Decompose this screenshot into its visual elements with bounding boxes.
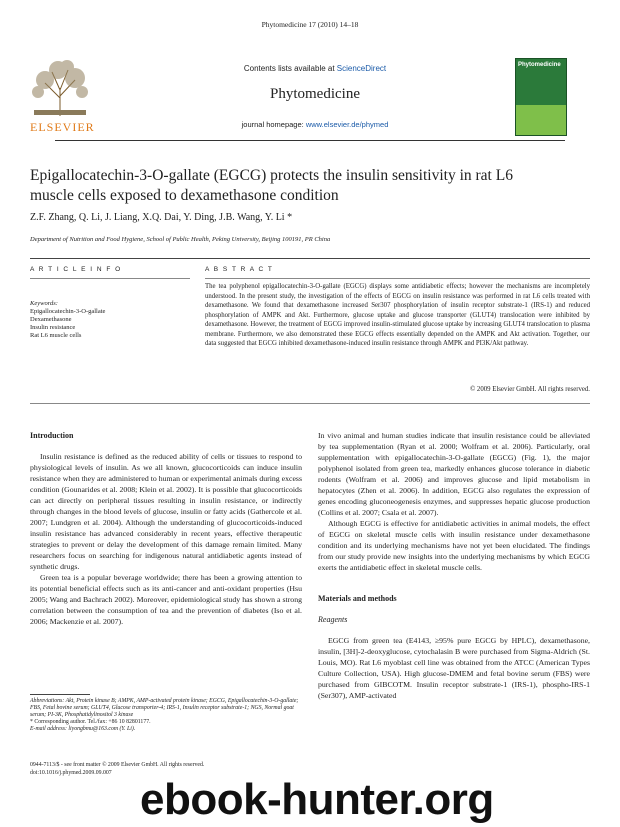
watermark: ebook-hunter.org: [140, 775, 494, 824]
journal-name: Phytomedicine: [270, 86, 360, 102]
footnote-rule: [30, 694, 90, 695]
subheading-reagents: Reagents: [318, 615, 348, 624]
homepage-prefix: journal homepage:: [241, 120, 306, 129]
keyword: Rat L6 muscle cells: [30, 332, 82, 339]
keyword: Dexamethasone: [30, 316, 72, 323]
article-title: [30, 166, 590, 206]
paragraph: In vivo animal and human studies indicate that insulin resistance could be alleviated by tea supplementation (Ryan et al. 2000; Wolfram et al. 2006). Particularly, oral supplementation with epigallocatechin-3-O-gallate (EGCG) (Fig. 1), the major polyphenol isolated from green tea, markedly enhances glucose tolerance in diabetic rodents (Wolfram et al. 2006) and improves glucose and lipid metabolism in hepatocytes (Zhen et al. 2006). In addition, EGCG also regulates the expression of genes encoding gluconeogenesis enzymes, and suppresses hepatic glucose production (Collins et al. 2007; Csala et al. 2007).: [318, 431, 590, 517]
cover-image-band: [516, 105, 566, 135]
article-info-label: A R T I C L E I N F O: [30, 266, 122, 273]
sciencedirect-link[interactable]: ScienceDirect: [336, 64, 387, 73]
title-line-1: Epigallocatechin-3-O-gallate (EGCG) protects the insulin sensitivity in rat L6: [30, 167, 513, 184]
divider-top: [30, 258, 590, 259]
paragraph: Insulin resistance is defined as the reduced ability of cells or tissues to respond to physiological levels of insulin. As we all known, glucocorticoids can induce insulin resistance when they are administered to human or experimental animals during excess condition (Gounarides et al. 2008; Klein et al. 2002). It is possible that glucocorticoids can act directly on peripheral tissues resulting in insulin resistance, or indirectly through changes in the blood levels of glucose, insulin or fatty acids (Gathercole et al. 2007; Lundgren et al. 2004). Although the understanding of glucocorticoids-induced insulin resistance has advanced considerably in recent years, effective therapeutic strategies to prevent or delay the development of this damage remain limited. Many researchers focus on searching for indigenous natural antidiabetic agents instead of synthetic drugs.: [30, 452, 302, 571]
section-heading-methods: Materials and methods: [318, 594, 397, 603]
contents-line: [120, 64, 510, 73]
footnote-abbreviations: Abbreviations: Akt, Protein kinase B; AMPK, AMP-activated protein kinase; EGCG, Epigallocatechin-3-O-gallate; FBS, Fetal bovine serum; GLUT4, Glucose transporter-4; IRS-1, Insulin receptor substrate-1; NGS, Normal goat serum; PI-3K, Phosphatidylinositol 3 kinase: [30, 698, 299, 718]
article-info-rule: [30, 278, 190, 279]
issn-line: 0944-7113/$ - see front matter © 2009 Elsevier GmbH. All rights reserved.: [30, 762, 205, 768]
doi-line: doi:10.1016/j.phymed.2009.09.007: [30, 769, 112, 776]
paragraph: Green tea is a popular beverage worldwide; there has been a growing attention to its potential beneficial effects such as its anti-cancer and anti-oxidant properties (Hsu 2005; Wang and Bachrach 2002). Moreover, epidemiological study has shown a strong correlation between the consumption of tea and the prevention of diabetes (Iso et al. 2006; Mackenzie et al. 2007).: [30, 573, 302, 626]
cover-title: Phytomedicine: [518, 62, 561, 68]
left-column: [30, 430, 302, 627]
abstract-label: A B S T R A C T: [205, 266, 274, 273]
affiliation: Department of Nutrition and Food Hygiene, School of Public Health, Peking University, Beijing 100191, PR China: [30, 236, 331, 243]
divider-abstract-bottom: [30, 403, 590, 404]
paragraph: Although EGCG is effective for antidiabetic activities in animal models, the effect of EGCG on skeletal muscle cells with insulin resistance under dexamethasone condition and its underlying mechanisms have not yet been elucidated. The findings from our study provide new insights into the underlying mechanisms by which EGCG exerts the antidiabetic effect in skeletal muscle cells.: [318, 519, 590, 572]
journal-cover-thumbnail: [515, 58, 567, 136]
keywords-list: [30, 308, 105, 340]
section-heading-introduction: Introduction: [30, 431, 74, 440]
contents-prefix: Contents lists available at: [243, 64, 337, 73]
abstract-rule: [205, 278, 590, 279]
keyword: Epigallocatechin-3-O-gallate: [30, 308, 106, 315]
footnote-corresponding: * Corresponding author. Tel./fax: +86 10 82801177.: [30, 719, 151, 725]
paragraph: EGCG from green tea (E4143, ≥95% pure EGCG by HPLC), dexamethasone, insulin, [3H]-2-deoxyglucose, cytochalasin B were purchased from Sigma-Aldrich (St. Louis, MO). Rat L6 myoblast cell line was obtained from the ATCC (American Types Culture Collection, USA). High glucose-DMEM and fetal bovine serum (FBS) were purchased from GIBCOTM. Insulin receptor substrate-1 (IRS-1), phospho-IRS-1 (Ser307), AMP-activated: [318, 636, 590, 700]
elsevier-wordmark: ELSEVIER: [30, 120, 95, 134]
abstract-copyright: © 2009 Elsevier GmbH. All rights reserved.: [470, 386, 590, 393]
title-line-2: muscle cells exposed to dexamethasone condition: [30, 187, 339, 204]
right-column: [318, 430, 590, 701]
homepage-link[interactable]: www.elsevier.de/phymed: [305, 120, 389, 129]
abstract-text: The tea polyphenol epigallocatechin-3-O-gallate (EGCG) displays some antidiabetic effects; however the mechanisms are incompletely understood. In the present study, the investigation of the effects of EGCG on insulin resistance was performed in rat L6 cells treated with dexamethasone. We found that dexamethasone increased Ser307 phosphorylation of insulin receptor substrate-1 (IRS-1) and reduced phosphorylation of AMPK and Akt. Furthermore, glucose uptake and glucose transporter (GLUT4) translocation were inhibited by dexamethasone. However, the treatment of EGCG improved insulin-stimulated glucose uptake by increasing GLUT4 translocation to plasma membrane. Furthermore, we also demonstrated these EGCG effects essentially depended on the AMPK and Akt activation. Together, our data suggested that EGCG inhibited dexamethasone-induced insulin resistance through AMPK and PI3K/Akt pathway.: [205, 283, 590, 347]
keywords-label: Keywords:: [30, 300, 58, 307]
footnotes: [30, 698, 302, 733]
homepage-line: [120, 120, 510, 129]
keyword: Insulin resistance: [30, 324, 76, 331]
footnote-email: E-mail address: liyongbmu@163.com (Y. Li).: [30, 726, 136, 732]
author-list: Z.F. Zhang, Q. Li, J. Liang, X.Q. Dai, Y. Ding, J.B. Wang, Y. Li *: [30, 212, 293, 223]
journal-reference: Phytomedicine 17 (2010) 14–18: [261, 20, 359, 29]
